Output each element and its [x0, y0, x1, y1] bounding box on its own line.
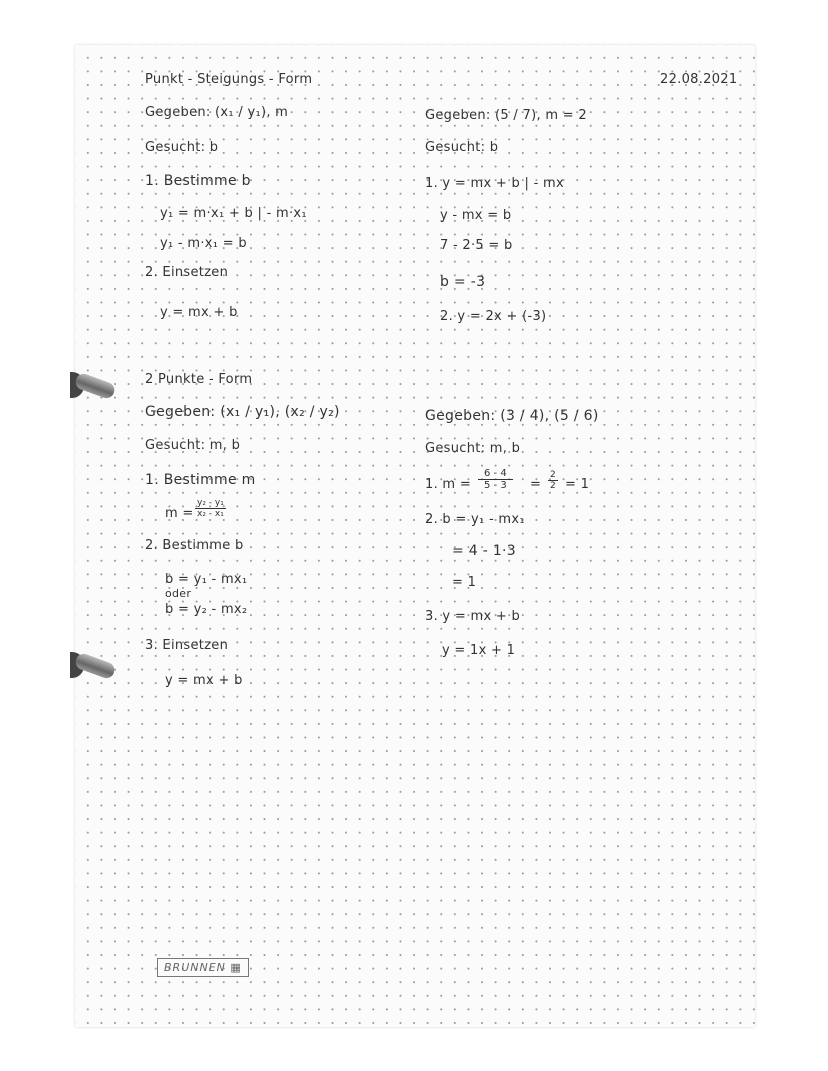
s2-ex-b-calc: = 4 - 1·3: [452, 543, 517, 559]
s1-ex-step1: 1. y = mx + b | - mx: [425, 176, 564, 191]
s2-step1: 1. Bestimme m: [145, 472, 256, 488]
s2-b2: b = y₂ - mx₂: [165, 602, 248, 617]
section2-title: 2 Punkte - Form: [145, 372, 253, 387]
s2-ex-b-result: = 1: [452, 575, 477, 590]
numerator: y₂ - y₁: [197, 498, 224, 508]
s1-step1: 1. Bestimme b: [145, 173, 251, 189]
s1-ex-given: Gegeben: (5 / 7), m = 2: [425, 108, 587, 123]
equals: =: [530, 477, 542, 492]
s1-eq3: y = mx + b: [160, 305, 238, 320]
s1-given: Gegeben: (x₁ / y₁), m: [145, 105, 289, 120]
s1-step2: 2. Einsetzen: [145, 265, 229, 280]
s1-ex-step2: 2. y = 2x + (-3): [440, 309, 547, 324]
s1-ex-sought: Gesucht: b: [425, 140, 499, 155]
s1-sought: Gesucht: b: [145, 140, 219, 155]
numerator: 2: [550, 470, 556, 480]
s1-ex-eq3: b = -3: [440, 274, 486, 290]
s2-ex-result: y = 1x + 1: [442, 643, 516, 658]
s1-ex-eq2: 7 - 2·5 = b: [440, 238, 513, 253]
brunnen-logo: BRUNNEN ▦: [157, 958, 249, 977]
s2-ex-sought: Gesucht: m, b: [425, 441, 521, 456]
s2-m-label: m =: [165, 506, 194, 521]
numerator: 6 - 4: [478, 468, 513, 480]
s2-given: Gegeben: (x₁ / y₁), (x₂ / y₂): [145, 404, 340, 420]
s2-m-fraction: [195, 498, 226, 519]
section1-title: Punkt - Steigungs - Form: [145, 72, 313, 87]
s1-ex-eq1: y - mx = b: [440, 208, 512, 223]
date: 22.08.2021: [660, 72, 738, 87]
denominator: 2: [550, 481, 556, 491]
dotted-paper-sheet: [75, 45, 755, 1027]
s2-step2: 2. Bestimme b: [145, 538, 244, 553]
denominator: x₂ - x₁: [197, 509, 224, 519]
s2-ex-m-result: = 1: [565, 477, 590, 492]
s2-ex-given: Gegeben: (3 / 4), (5 / 6): [425, 408, 599, 424]
s2-eq: y = mx + b: [165, 673, 243, 688]
s2-ex-step1: 1. m =: [425, 477, 472, 492]
s2-ex-step2: 2. b = y₁ - mx₁: [425, 512, 525, 527]
s2-ex-fraction: [478, 468, 513, 491]
s2-sought: Gesucht: m, b: [145, 438, 241, 453]
denominator: 5 - 3: [484, 480, 507, 491]
s2-step3: 3. Einsetzen: [145, 638, 229, 653]
s2-b1: b = y₁ - mx₁: [165, 572, 248, 587]
s2-ex-step3: 3. y = mx + b: [425, 609, 521, 624]
brand-text: BRUNNEN: [164, 961, 226, 974]
s2-or: oder: [165, 587, 192, 600]
s1-eq1: y₁ = m·x₁ + b | - m·x₁: [160, 206, 307, 221]
s2-ex-fraction2: [548, 470, 558, 491]
s1-eq2: y₁ - m·x₁ = b: [160, 236, 247, 251]
